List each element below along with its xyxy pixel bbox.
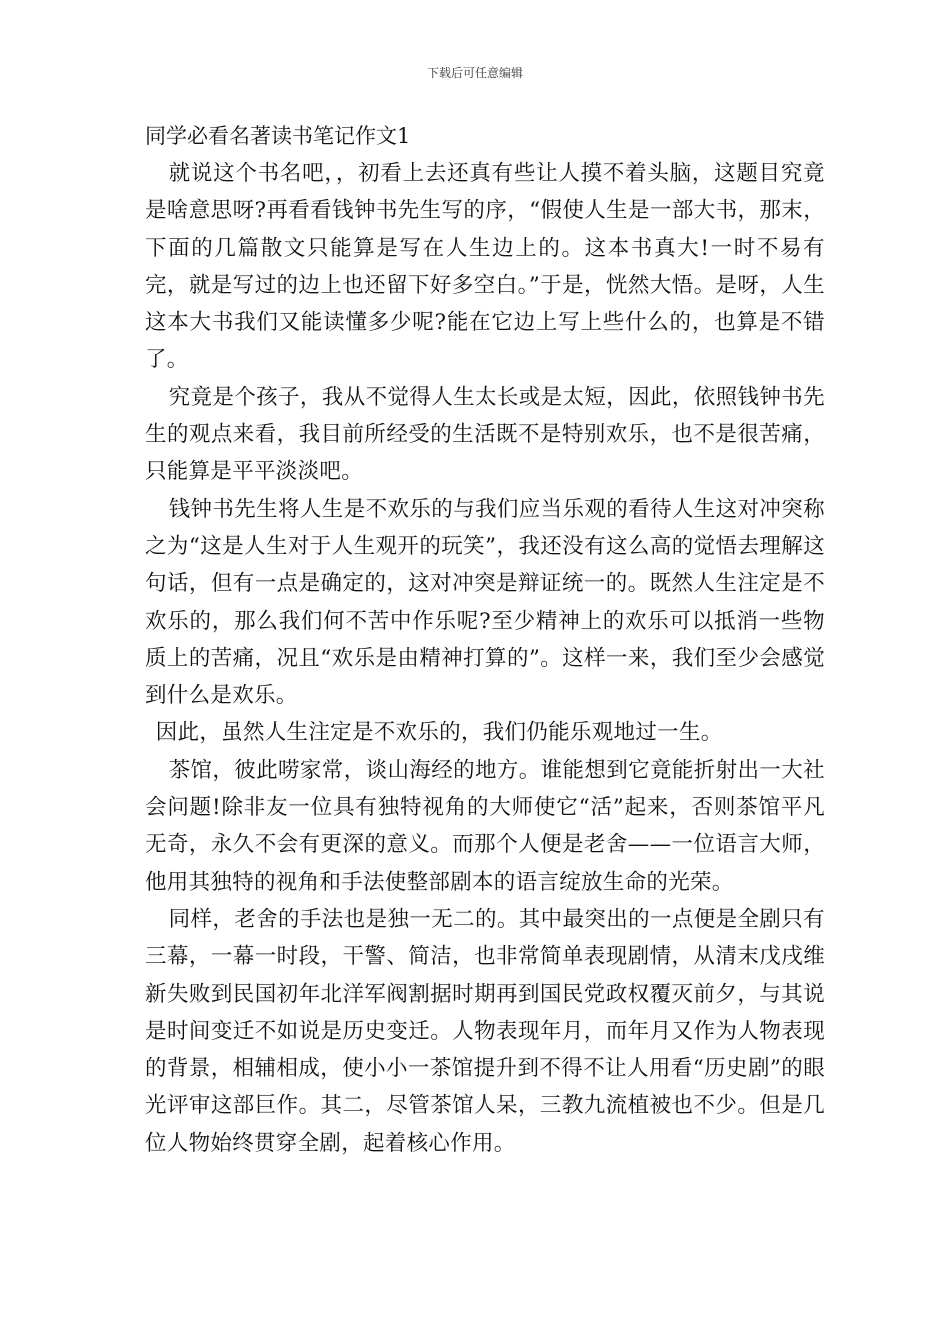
paragraph: 因此，虽然人生注定是不欢乐的，我们仍能乐观地过一生。 — [155, 720, 723, 746]
header-note: 下载后可任意编辑 — [426, 66, 523, 80]
paragraph: 茶馆，彼此唠家常，谈山海经的地方。谁能想到它竟能折射出一大社会问题!除非友一位具有独特视角的大师使它“活”起来，否则茶馆平凡无奇，永久不会有更深的意义。而那个人便是老舍——一位语言大师，他用其独特的视角和手法使整部剧本的语言绽放生命的光荣。 — [145, 757, 825, 895]
paragraph: 钱钟书先生将人生是不欢乐的与我们应当乐观的看待人生这对冲突称之为“这是人生对于人生观开的玩笑”，我还没有这么高的觉悟去理解这句话，但有一点是确定的，这对冲突是辩证统一的。既然人生注定是不欢乐的，那么我们何不苦中作乐呢?至少精神上的欢乐可以抵消一些物质上的苦痛，况且“欢乐是由精神打算的”。这样一来，我们至少会感觉到什么是欢乐。 — [145, 496, 825, 709]
paragraph: 究竟是个孩子，我从不觉得人生太长或是太短，因此，依照钱钟书先生的观点来看，我目前所经受的生活既不是特别欢乐，也不是很苦痛，只能算是平平淡淡吧。 — [145, 384, 825, 485]
paragraph: 就说这个书名吧，，初看上去还真有些让人摸不着头脑，这题目究竟是啥意思呀?再看看钱钟书先生写的序，“假使人生是一部大书，那末，下面的几篇散文只能算是写在人生边上的。这本书真大!一时不易有完，就是写过的边上也还留下好多空白。”于是，恍然大悟。是呀，人生这本大书我们又能读懂多少呢?能在它边上写上些什么的，也算是不错了。 — [145, 161, 825, 373]
document-title: 同学必看名著读书笔记作文1 — [145, 124, 411, 148]
document-body — [145, 118, 825, 1162]
paragraph: 同样，老舍的手法也是独一无二的。其中最突出的一点便是全剧只有三幕，一幕一时段，干警、简洁，也非常简单表现剧情，从清末戊戌维新失败到民国初年北洋军阀割据时期再到国民党政权覆灭前夕，与其说是时间变迁不如说是历史变迁。人物表现年月，而年月又作为人物表现的背景，相辅相成，使小小一茶馆提升到不得不让人用看“历史剧”的眼光评审这部巨作。其二，尽管茶馆人呆，三教九流植被也不少。但是几位人物始终贯穿全剧，起着核心作用。 — [145, 906, 825, 1156]
